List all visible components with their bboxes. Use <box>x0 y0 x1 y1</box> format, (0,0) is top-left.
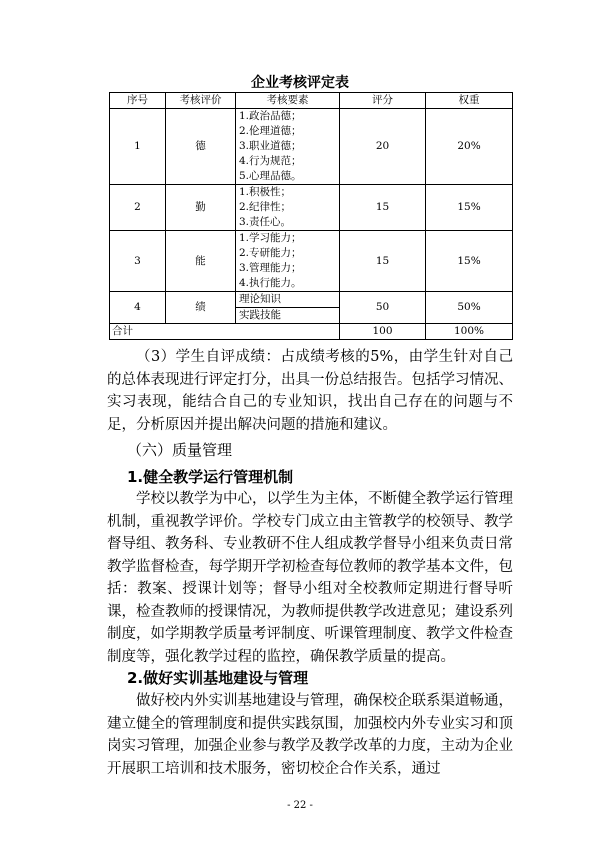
header-score: 评分 <box>340 93 426 109</box>
heading-teaching-management: 1.健全教学运行管理机制 <box>127 468 294 486</box>
row-elements <box>236 185 340 231</box>
row-score: 20 <box>340 109 426 185</box>
row-weight: 15% <box>426 185 513 231</box>
row-no: 1 <box>110 109 166 185</box>
table-row <box>110 185 513 231</box>
table-row <box>110 231 513 292</box>
element-item: 2.纪律性； <box>239 201 292 213</box>
row-category: 能 <box>166 231 236 292</box>
total-weight: 100% <box>426 324 513 340</box>
section-heading-quality: （六）质量管理 <box>127 441 233 459</box>
row-score: 15 <box>340 231 426 292</box>
element-item: 4.行为规范； <box>239 155 302 167</box>
table-title: 企业考核评定表 <box>251 75 349 91</box>
element-item: 1.积极性； <box>239 186 292 198</box>
element-item: 1.学习能力； <box>239 232 302 244</box>
row-elements <box>236 109 340 185</box>
row-weight: 50% <box>426 292 513 324</box>
evaluation-table <box>109 92 513 340</box>
page-number: - 22 - <box>287 800 313 811</box>
element-item: 3.责任心。 <box>239 216 292 228</box>
table-row <box>110 109 513 185</box>
element-item: 2.专研能力； <box>239 247 302 259</box>
element-item: 1.政治品德； <box>239 110 302 122</box>
row-category: 绩 <box>166 292 236 324</box>
row-element-theory: 理论知识 <box>236 292 340 308</box>
teaching-management-paragraph: 学校以教学为中心，以学生为主体，不断健全教学运行管理机制，重视教学评价。学校专门成立由主管教学的校领导、教学督导组、教务科、专业教研不住人组成教学督导小组来负责日常教学监督检查，每学期开学初检查每位教师的教学基本文件，包括：教案、授课计划等；督导小组对全校教师定期进行督导听课，检查教师的授课情况，为教师提供教学改进意见；建设系列制度，如学期教学质量考评制度、听课管理制度、教学文件检查制度等，强化教学过程的监控，确保教学质量的提高。 <box>107 491 513 665</box>
row-weight: 20% <box>426 109 513 185</box>
training-base-paragraph: 做好校内外实训基地建设与管理，确保校企联系渠道畅通，建立健全的管理制度和提供实践氛围，加强校内外专业实习和顶岗实习管理，加强企业参与教学及教学改革的力度，主动为企业开展职工培训和技术服务，密切校企合作关系，通过 <box>107 693 513 777</box>
row-no: 3 <box>110 231 166 292</box>
row-weight: 15% <box>426 231 513 292</box>
element-item: 5.心理品德。 <box>239 170 302 182</box>
table-total-row <box>110 324 513 340</box>
header-no: 序号 <box>110 93 166 109</box>
header-category: 考核评价 <box>166 93 236 109</box>
row-category: 德 <box>166 109 236 185</box>
row-no: 2 <box>110 185 166 231</box>
table-header-row <box>110 93 513 109</box>
heading-training-base: 2.做好实训基地建设与管理 <box>127 669 309 687</box>
row-elements <box>236 231 340 292</box>
header-weight: 权重 <box>426 93 513 109</box>
table-row <box>110 292 513 308</box>
row-no: 4 <box>110 292 166 324</box>
total-label: 合计 <box>110 324 340 340</box>
row-score: 50 <box>340 292 426 324</box>
row-score: 15 <box>340 185 426 231</box>
element-item: 4.执行能力。 <box>239 277 302 289</box>
header-elements: 考核要素 <box>236 93 340 109</box>
row-element-practice: 实践技能 <box>236 308 340 324</box>
element-item: 3.职业道德； <box>239 140 302 152</box>
self-evaluation-paragraph: （3）学生自评成绩：占成绩考核的5%，由学生针对自己的总体表现进行评定打分，出具一份总结报告。包括学习情况、实习表现，能结合自己的专业知识，找出自己存在的问题与不足，分析原因并提出解决问题的措施和建议。 <box>107 349 513 433</box>
element-item: 3.管理能力； <box>239 262 302 274</box>
row-category: 勤 <box>166 185 236 231</box>
element-item: 2.伦理道德； <box>239 125 302 137</box>
total-score: 100 <box>340 324 426 340</box>
